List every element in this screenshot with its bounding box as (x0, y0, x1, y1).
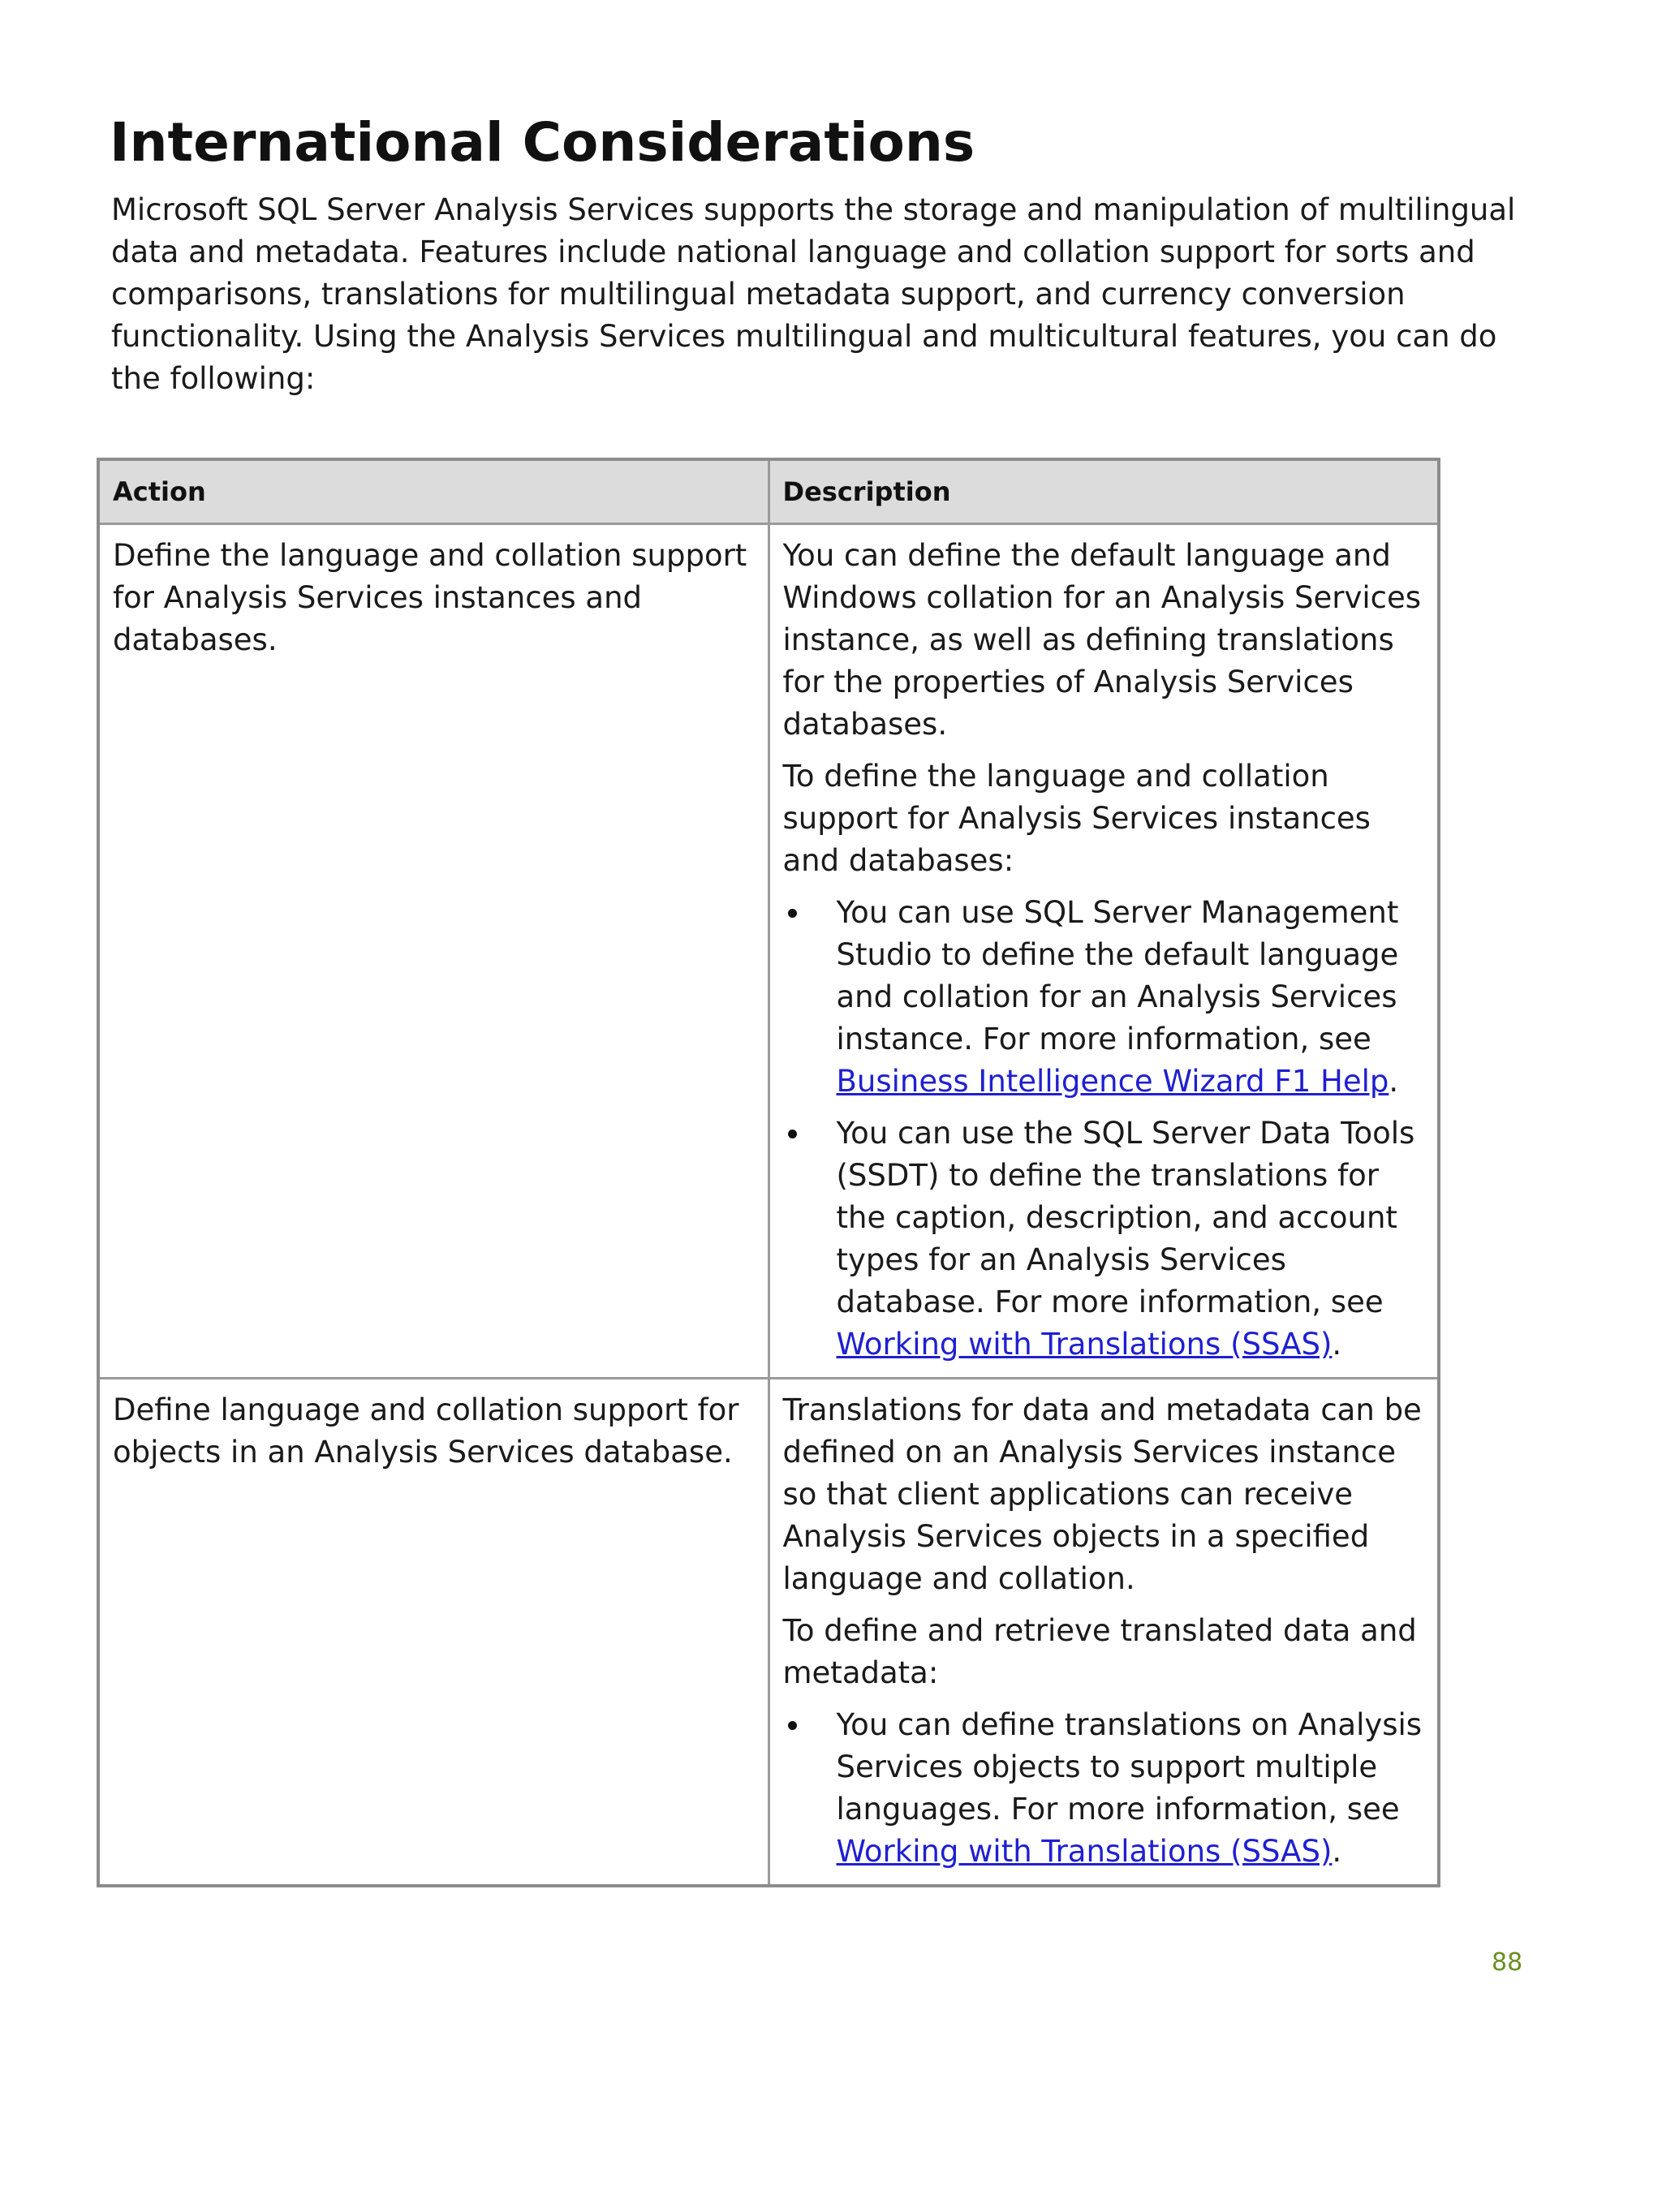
action-cell (98, 524, 769, 1379)
link-working-with-translations[interactable]: Working with Translations (SSAS) (836, 1327, 1333, 1362)
bullet-item (783, 892, 1427, 1103)
table-row (98, 1379, 1439, 1887)
bullet-item (783, 1704, 1427, 1873)
considerations-table (97, 458, 1440, 1887)
table-header-row (98, 459, 1439, 524)
action-cell (98, 1379, 769, 1887)
description-paragraph: To define and retrieve translated data and metadata: (782, 1613, 1417, 1690)
description-paragraph: To define the language and collation support for Analysis Services instances and databases: (782, 759, 1371, 878)
description-paragraph: You can define the default language and Windows collation for an Analysis Services instance, as well as defining translations for the properties of Analysis Services databases. (782, 538, 1422, 742)
page-number: 88 (1492, 1948, 1523, 1977)
bullet-dot-icon (788, 1130, 797, 1138)
bullet-dot-icon (788, 1721, 797, 1730)
table-row (98, 524, 1439, 1379)
bullet-text-end: . (1389, 1064, 1399, 1099)
bullet-item (783, 1112, 1427, 1366)
intro-paragraph: Microsoft SQL Server Analysis Services supports the storage and manipulation of multilingual data and metadata. Features include national language and collation support for sorts and comparisons, translations for multilingual metadata support, and currency conversion functionality. Using the Analysis Services multilingual and multicultural features, you can do the following: (111, 192, 1516, 396)
description-paragraph: Translations for data and metadata can be defined on an Analysis Services instance so that client applications can receive Analysis Services objects in a specified language and collation. (782, 1392, 1422, 1596)
action-text: Define the language and collation support for Analysis Services instances and databases. (113, 538, 747, 657)
description-cell (769, 524, 1439, 1379)
bullet-text-end: . (1332, 1834, 1342, 1869)
bullet-list (783, 892, 1427, 1366)
link-business-intelligence-wizard-f1-help[interactable]: Business Intelligence Wizard F1 Help (836, 1064, 1389, 1099)
column-header-description: Description (769, 459, 1439, 524)
bullet-text-end: . (1332, 1327, 1342, 1362)
considerations-table-container (97, 458, 1437, 1887)
link-working-with-translations[interactable]: Working with Translations (SSAS) (836, 1834, 1333, 1869)
bullet-text: You can define translations on Analysis Services objects to support multiple languages. For more information, see (836, 1707, 1423, 1827)
bullet-list (783, 1704, 1427, 1873)
bullet-dot-icon (788, 909, 797, 918)
bullet-text: You can use SQL Server Management Studio to define the default language and collation for an Analysis Services instance. For more information, see (836, 895, 1399, 1057)
column-header-action: Action (98, 459, 769, 524)
description-cell (769, 1379, 1439, 1887)
page-title: International Considerations (110, 111, 975, 174)
action-text: Define language and collation support for objects in an Analysis Services database. (113, 1392, 739, 1470)
bullet-text: You can use the SQL Server Data Tools (SSDT) to define the translations for the caption, description, and account types for an Analysis Services database. For more information, see (836, 1116, 1415, 1319)
